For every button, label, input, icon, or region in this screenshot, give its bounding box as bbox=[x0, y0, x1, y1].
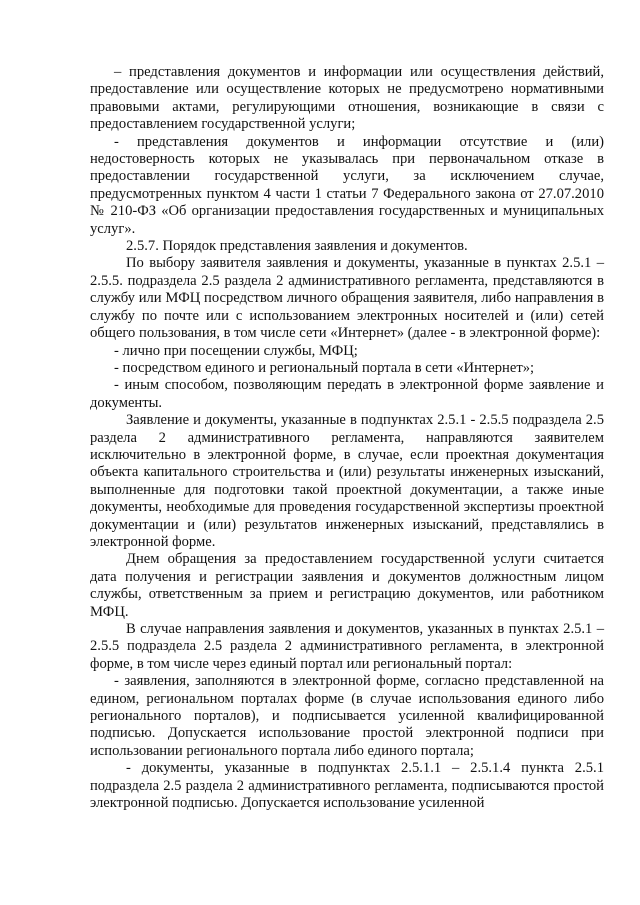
paragraph: Днем обращения за предоставлением государственной услуги считается дата получения и регистрации заявления и документов должностным лицом службы, ответственным за прием и регистрацию документов, или работником МФЦ. bbox=[90, 551, 604, 620]
paragraph: – представления документов и информации или осуществления действий, предоставление или осуществление которых не предусмотрено нормативными правовыми актами, регулирующими отношения, возникающие в связи с предоставлением государственной услуги; bbox=[90, 64, 604, 133]
paragraph: В случае направления заявления и документов, указанных в пунктах 2.5.1 – 2.5.5 подраздела 2.5 раздела 2 административного регламента, в электронной форме, в том числе через единый портал или региональный портал: bbox=[90, 621, 604, 672]
list-item: - лично при посещении службы, МФЦ; bbox=[114, 342, 358, 359]
paragraph: По выбору заявителя заявления и документы, указанные в пунктах 2.5.1 – 2.5.5. подраздела 2.5 раздела 2 административного регламента, представляются в службу или МФЦ посредством личного обращения заявителя, либо направления в службу по почте или с использованием электронных носителей и (или) сетей общего пользования, в том числе сети «Интернет» (далее - в электронной форме): bbox=[90, 255, 604, 342]
list-item: - документы, указанные в подпунктах 2.5.1.1 – 2.5.1.4 пункта 2.5.1 подраздела 2.5 раздела 2 административного регламента, подписываются простой электронной подписью. Допускается использование усиленной bbox=[90, 760, 604, 812]
paragraph: - представления документов и информации отсутствие и (или) недостоверность которых не указывалась при первоначальном отказе в предоставлении государственной услуги, за исключением случае, предусмотренных пунктом 4 части 1 статьи 7 Федерального закона от 27.07.2010 № 210-ФЗ «Об организации предоставления государственных и муниципальных услуг». bbox=[90, 133, 604, 237]
section-heading: 2.5.7. Порядок представления заявления и документов. bbox=[126, 238, 468, 255]
list-item: - заявления, заполняются в электронной форме, согласно представленной на едином, региональном порталах форме (в случае использования единого либо регионального порталов), и подписывается усиленной квалифицированной подписью. Допускается использование простой электронной подписи при использовании регионального портала либо единого портала; bbox=[90, 673, 604, 759]
list-item: - посредством единого и региональный портала в сети «Интернет»; bbox=[114, 359, 535, 376]
paragraph: Заявление и документы, указанные в подпунктах 2.5.1 - 2.5.5 подраздела 2.5 раздела 2 административного регламента, направляются заявителем исключительно в электронной форме, в случае, если проектная документация объекта капитального строительства и (или) результаты инженерных изысканий, выполненные для подготовки такой проектной документации, а также иные документы, необходимые для проведения государственной экспертизы проектной документации и (или) результатов инженерных изысканий, представлялись в электронной форме. bbox=[90, 412, 604, 550]
list-item: - иным способом, позволяющим передать в электронной форме заявление и документы. bbox=[90, 377, 604, 411]
document-page bbox=[90, 64, 604, 812]
